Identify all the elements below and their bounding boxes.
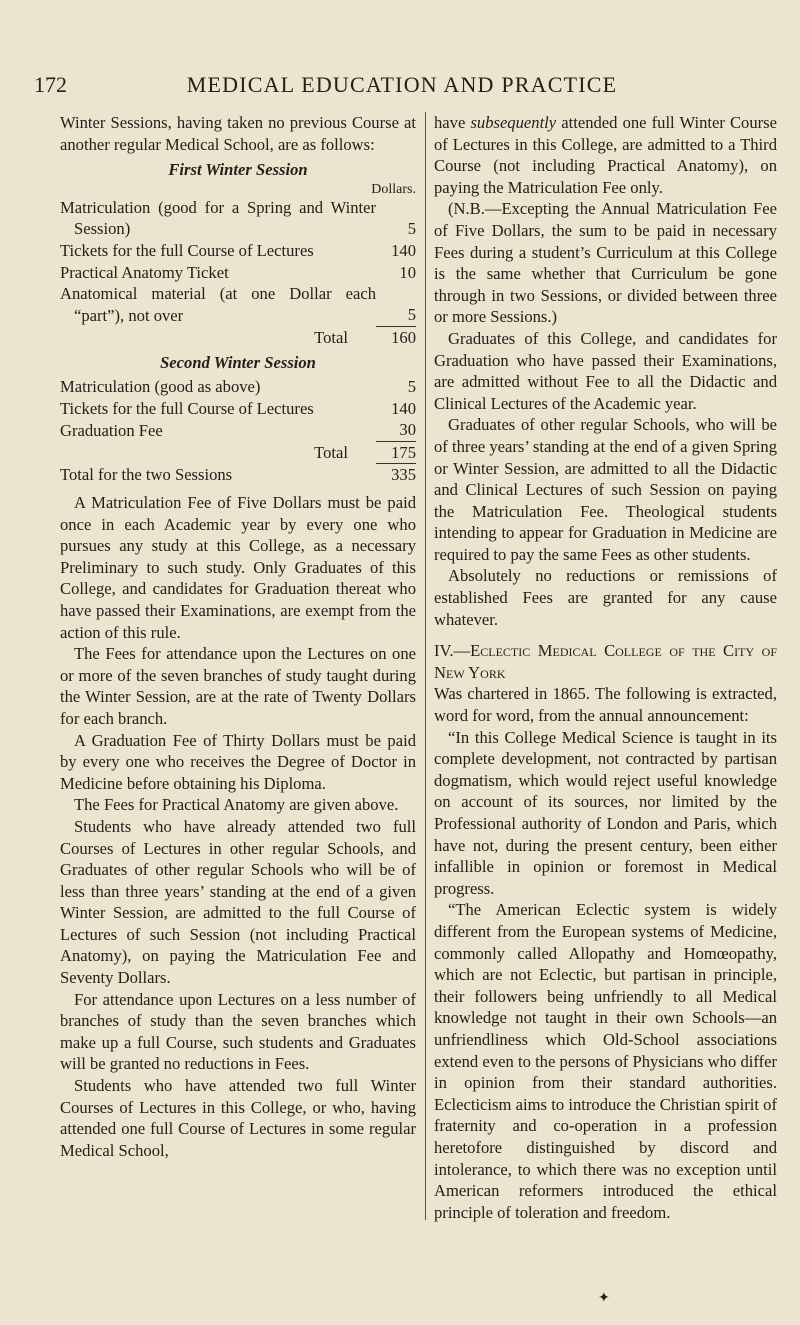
- page-number: 172: [34, 72, 67, 97]
- total-amount: 160: [376, 326, 416, 348]
- left-column: [60, 112, 416, 1161]
- fee-row: [60, 419, 416, 441]
- first-session-heading: First Winter Session: [168, 160, 308, 180]
- fee-amount: 5: [407, 219, 416, 239]
- fee-amount: 5: [407, 377, 416, 397]
- continuation-rest: attended one full Winter Course of Lectures in this College, are admitted to a Third Course (not including Practical Anatomy), on paying the Matriculation Fee only.: [434, 113, 777, 197]
- running-head: [34, 66, 770, 100]
- body-paragraph: Graduates of this College, and candidates for Graduation who have passed their Examinations, are admitted without Fee to all the Didactic and Clinical Lectures of the Academic year.: [434, 328, 777, 413]
- fee-row: [60, 262, 416, 284]
- fee-item: Tickets for the full Course of Lectures: [60, 398, 314, 418]
- body-paragraph: For attendance upon Lectures on a less number of branches of study than the seven branches which make up a full Course, such students and Graduates will be granted no reductions in Fees.: [60, 989, 416, 1074]
- total-amount: 175: [376, 441, 416, 464]
- fee-row: [60, 197, 416, 240]
- continuation-emphasis: subsequently: [470, 113, 557, 132]
- fee-item: Anatomical material (at one Dollar each “part”), not over: [60, 284, 376, 325]
- body-paragraph: Students who have already attended two full Courses of Lectures in other regular Schools, and Graduates of other regular Schools who will be of less than three years’ standing at the end of a given Winter Session, are admitted to the full Course of Lectures of such Session (not including Practical Anatomy), on paying the Matriculation Fee and Seventy Dollars.: [60, 816, 416, 988]
- fee-row: [60, 240, 416, 262]
- continuation-paragraph: [434, 112, 777, 198]
- body-paragraph: A Matriculation Fee of Five Dollars must be paid once in each Academic year by every one who pursues any study at this College, as a necessary Preliminary to such study. Only Graduates of this College, and candidates for Graduation thereat who have passed their Examinations, are exempt from the action of this rule.: [60, 493, 416, 642]
- body-paragraph: Absolutely no reductions or remissions of established Fees are granted for any cause whatever.: [434, 566, 777, 629]
- section-paragraph: Was chartered in 1865. The following is extracted, word for word, from the annual announcement:: [434, 684, 777, 726]
- printers-mark-icon: ✦: [598, 1291, 610, 1306]
- fee-amount: 140: [391, 398, 416, 418]
- section-paragraph: “The American Eclectic system is widely different from the European systems of Medicine, commonly called Allopathy and Homœopathy, which are not Eclectic, but partisan in principle, their followers being unfriendly to all Medical knowledge not taught in their own Schools—an unfriendliness which Old-School associations extend even to the persons of Physicians who differ in opinion from their standard authorities. Eclecticism aims to introduce the Christian spirit of fraternity and co-operation in a profession heretofore distinguished by discord and intolerance, to which there was no exception until American reformers introduced the ethical principle of toleration and freedom.: [434, 900, 777, 1222]
- second-session-fee-table: [60, 376, 416, 486]
- intro-paragraph: Winter Sessions, having taken no previous Course at another regular Medical School, are as follows:: [60, 113, 416, 154]
- fee-amount: 10: [399, 262, 416, 282]
- continuation-lead: have: [434, 113, 471, 132]
- fee-row: [60, 398, 416, 420]
- fee-row: [60, 283, 416, 326]
- grand-total-amount: 335: [376, 464, 416, 486]
- total-label: Total: [314, 443, 348, 463]
- first-session-fee-table: [60, 197, 416, 349]
- section-paragraph: “In this College Medical Science is taught in its complete development, not contracted by partisan dogmatism, which would reject useful knowledge on account of its sources, nor limited by the Professional authority of London and Paris, which have not, during the present century, been either infallible in opinion or foremost in Medical progress.: [434, 727, 777, 898]
- fee-item: Matriculation (good for a Spring and Winter Session): [60, 197, 376, 239]
- total-label: Total: [314, 327, 348, 347]
- units-label: Dollars.: [371, 181, 416, 197]
- fee-item: Practical Anatomy Ticket: [60, 262, 229, 282]
- total-row: [60, 326, 416, 348]
- fee-amount: 5: [407, 305, 416, 325]
- body-paragraph: Graduates of other regular Schools, who will be of three years’ standing at the end of a given Spring or Winter Session, are admitted to all the Didactic and Clinical Lectures of such Session on paying the Matriculation Fee. Theological students intending to appear for Graduation in Medicine are required to pay the same Fees as other students.: [434, 415, 777, 564]
- body-paragraph: Students who have attended two full Winter Courses of Lectures in this College, or who, having attended one full Course of Lectures in some regular Medical School,: [60, 1076, 416, 1160]
- running-title: MEDICAL EDUCATION AND PRACTICE: [186, 72, 618, 97]
- body-paragraph: A Graduation Fee of Thirty Dollars must be paid by every one who receives the Degree of Doctor in Medicine before obtaining his Diploma.: [60, 730, 416, 793]
- right-column: [434, 112, 777, 1223]
- total-row: [60, 441, 416, 464]
- section-heading: IV.—Eclectic Medical College of the City of New York: [434, 641, 777, 682]
- fee-row: [60, 376, 416, 398]
- fee-item: Graduation Fee: [60, 420, 163, 440]
- fee-item: Matriculation (good as above): [60, 377, 261, 397]
- body-paragraph: The Fees for attendance upon the Lectures on one or more of the seven branches of study taught during the Winter Session, are at the rate of Twenty Dollars for each branch.: [60, 644, 416, 728]
- column-divider: [425, 112, 426, 1220]
- fee-amount: 140: [391, 240, 416, 260]
- grand-total-label: Total for the two Sessions: [60, 465, 233, 485]
- body-paragraph: (N.B.—Excepting the Annual Matriculation Fee of Five Dollars, the sum to be paid in necessary Fees during a student’s Curriculum at this College is the same whether that Curriculum be gone through in two Sessions, or divided between three or more Sessions.): [434, 199, 777, 327]
- second-session-heading: Second Winter Session: [160, 353, 316, 373]
- fee-item: Tickets for the full Course of Lectures: [60, 240, 314, 260]
- grand-total-row: [60, 464, 416, 486]
- body-paragraph: The Fees for Practical Anatomy are given above.: [74, 795, 399, 815]
- fee-amount: 30: [399, 420, 416, 440]
